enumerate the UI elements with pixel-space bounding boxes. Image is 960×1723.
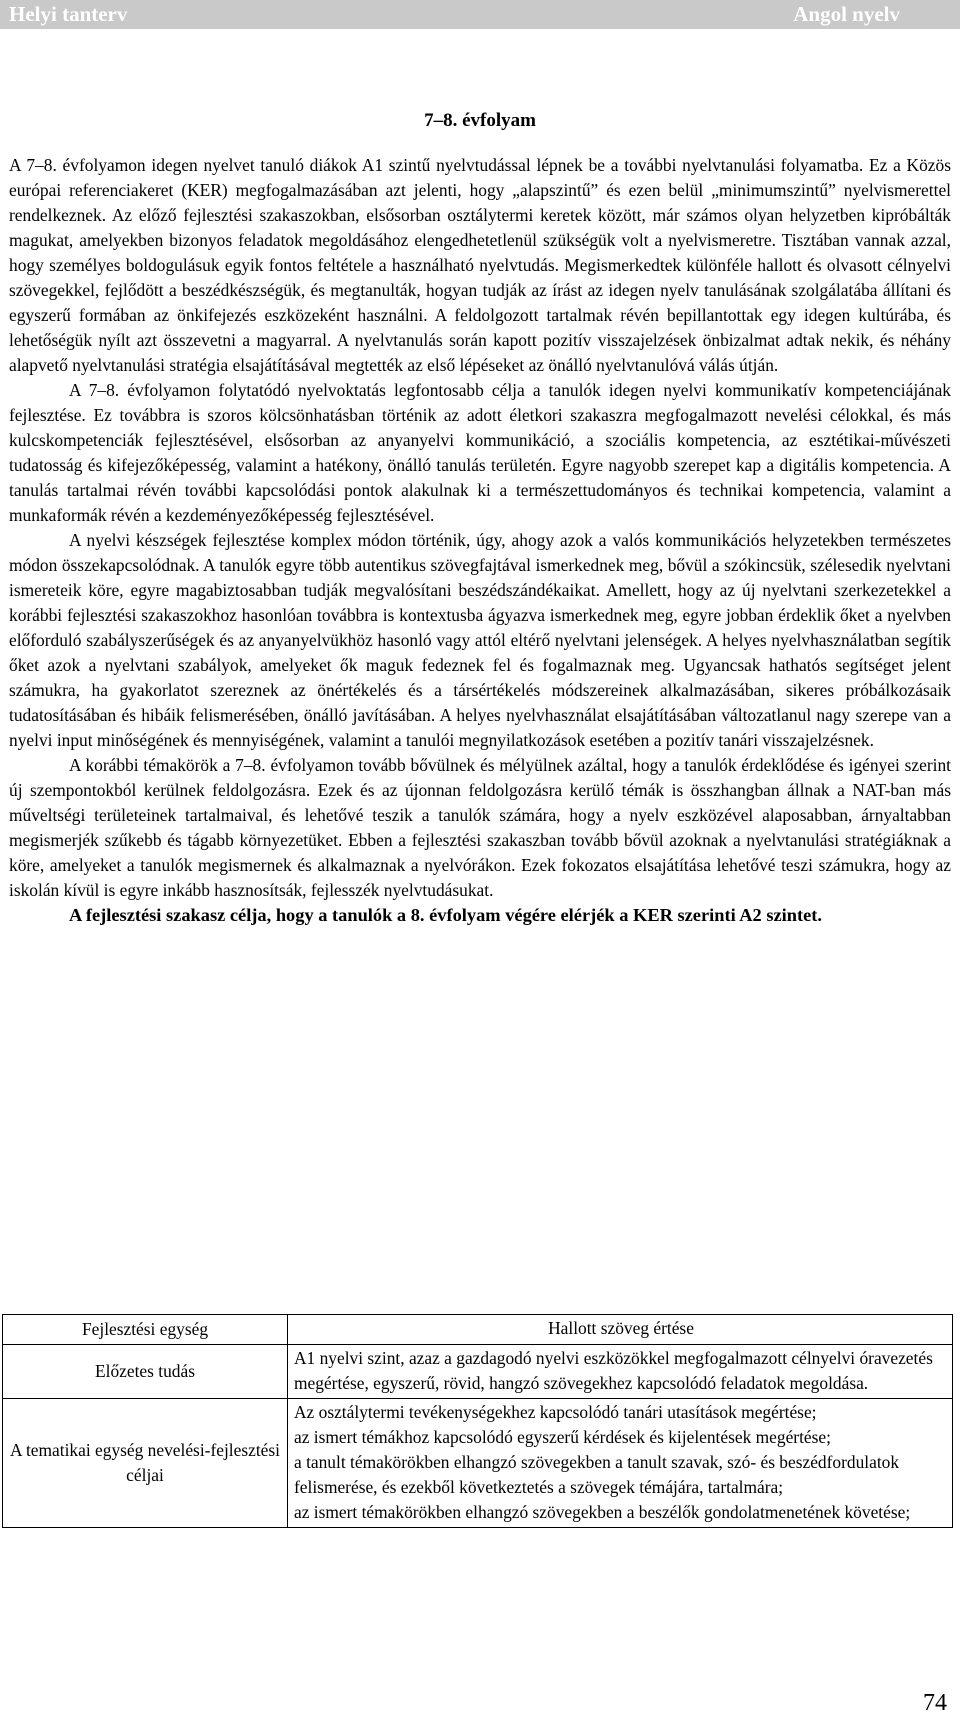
- table-row: [3, 1399, 953, 1528]
- table-row-line: A1 nyelvi szint, azaz a gazdagodó nyelvi eszközökkel megfogalmazott célnyelvi óravezetés megértése, egyszerű, rövid, hangzó szövegekhez kapcsolódó feladatok megoldása.: [294, 1348, 933, 1393]
- table-header-skill: Hallott szöveg értése: [288, 1315, 953, 1345]
- page-header: [0, 0, 960, 29]
- table-row-label: Előzetes tudás: [3, 1345, 288, 1399]
- paragraph-topics: A korábbi témakörök a 7–8. évfolyamon tovább bővülnek és mélyülnek azáltal, hogy a tanulók érdeklődése és igényei szerint új szempontokból kerülnek feldolgozásra. Ezek és az újonnan feldolgozásra kerülő témák is összhangban állnak a NAT-ban más műveltségi területeinek tartalmaival, és lehetővé teszik a tanulók számára, hogy a nyelv eszközével alaposabban, árnyaltabban megismerjék szűkebb és tágabb környezetüket. Ebben a fejlesztési szakaszban tovább bővül azoknak a nyelvtanulási stratégiáknak a köre, amelyeket a tanulók megismernek és alkalmaznak a nyelvórákon. Ezek fokozatos elsajátítása lehetővé teszi számukra, hogy az iskolán kívül is egyre inkább hasznosítsák, fejlesszék nyelvtudásukat.: [9, 755, 951, 900]
- table-row-line: Az osztálytermi tevékenységekhez kapcsolódó tanári utasítások megértése;: [294, 1402, 817, 1422]
- table-row-content: [288, 1399, 953, 1528]
- table-row-content: [288, 1345, 953, 1399]
- body-text: [9, 153, 951, 928]
- table-header-unit: Fejlesztési egység: [3, 1315, 288, 1345]
- table-row-line: az ismert témakörökben elhangzó szövegekben a beszélők gondolatmenetének követése;: [294, 1502, 911, 1522]
- header-subject: Angol nyelv: [793, 2, 900, 26]
- table-row-line: az ismert témákhoz kapcsolódó egyszerű kérdések és kijelentések megértése;: [294, 1427, 831, 1447]
- section-heading: 7–8. évfolyam: [424, 110, 536, 131]
- table-header-row: [3, 1315, 953, 1345]
- paragraph-intro: A 7–8. évfolyamon idegen nyelvet tanuló diákok A1 szintű nyelvtudással lépnek be a további nyelvtanulási folyamatba. Ez a Közös európai referenciakeret (KER) megfogalmazásában azt jelenti, hogy „alapszintű” és ezen belül „minimumszintű” nyelvismerettel rendelkeznek. Az előző fejlesztési szakaszokban, elsősorban osztálytermi keretek között, már számos olyan helyzetben kipróbálták magukat, amelyekben bizonyos feladatok megoldásához elengedhetetlenül szükségük volt a nyelvismeretre. Tisztában vannak azzal, hogy személyes boldogulásuk egyik fontos feltétele a használható nyelvtudás. Megismerkedtek különféle hallott és olvasott célnyelvi szövegekkel, fejlődött a beszédkészségük, és megtanulták, hogyan tudják az írást az idegen nyelv tanulásának szolgálatába állítani és egyszerű formában az önkifejezés eszközeként használni. A feldolgozott tartalmak révén bepillantottak egy idegen kultúrába, és lehetőségük nyílt azt összevetni a magyarral. A nyelvtanulás során kapott pozitív visszajelzések önbizalmat adtak nekik, és néhány alapvető nyelvtanulási stratégia elsajátításával megtették az első lépéseket az önálló nyelvtanulóvá válás útján.: [9, 155, 951, 375]
- paragraph-target-level: A fejlesztési szakasz célja, hogy a tanulók a 8. évfolyam végére elérjék a KER szerinti A2 szintet.: [69, 905, 823, 925]
- table-row: [3, 1345, 953, 1399]
- header-document-title: Helyi tanterv: [9, 2, 128, 26]
- paragraph-skills: A nyelvi készségek fejlesztése komplex módon történik, úgy, ahogy azok a valós kommunikációs helyzetekben természetes módon összekapcsolódnak. A tanulók egyre több autentikus szövegfajtával ismerkednek meg, bővül a szókincsük, szélesedik nyelvtani ismereteik köre, egyre magabiztosabban tudják megvalósítani beszédszándékaikat. Amellett, hogy az új nyelvtani szerkezetekkel a korábbi fejlesztési szakaszokhoz hasonlóan továbbra is kontextusba ágyazva ismerkednek meg, egyre jobban érdeklik őket a nyelvben előforduló szabályszerűségek és az anyanyelvükhöz hasonló vagy attól eltérő nyelvtani jelenségek. A helyes nyelvhasználatban segítik őket azok a nyelvtani szabályok, amelyeket ők maguk fedeznek fel és fogalmaznak meg. Ugyancsak hathatós segítséget jelent számukra, ha gyakorlatot szereznek az önértékelés és a társértékelés módszereinek alkalmazásában, sikeres próbálkozásaik tudatosításában és hibáik felismerésében, önálló javításában. A helyes nyelvhasználat elsajátításában változatlanul nagy szerepe van a nyelvi input minőségének és mennyiségének, valamint a tanulói megnyilatkozások esetében a pozitív tanári visszajelzésnek.: [9, 530, 951, 750]
- page-number: 74: [923, 1690, 947, 1716]
- table-row-line: a tanult témakörökben elhangzó szövegekben a tanult szavak, szó- és beszédfordulatok felismerése, és ezekből következtetés a szövegek témájára, tartalmára;: [294, 1452, 900, 1497]
- table-row-label: A tematikai egység nevelési-fejlesztési céljai: [3, 1399, 288, 1528]
- development-table: [2, 1314, 953, 1528]
- paragraph-goals: A 7–8. évfolyamon folytatódó nyelvoktatás legfontosabb célja a tanulók idegen nyelvi kommunikatív kompetenciájának fejlesztése. Ez továbbra is szoros kölcsönhatásban történik az adott életkori szakaszra megfogalmazott nevelési célokkal, és más kulcskompetenciák fejlesztésével, elsősorban az anyanyelvi kommunikáció, a szociális kompetencia, az esztétikai-művészeti tudatosság és kifejezőképesség, valamint a hatékony, önálló tanulás területén. Egyre nagyobb szerepet kap a digitális kompetencia. A tanulás tartalmai révén további kapcsolódási pontok alakulnak ki a természettudományos és technikai kompetencia, valamint a munkaformák révén a kezdeményezőképesség fejlesztésével.: [9, 380, 951, 525]
